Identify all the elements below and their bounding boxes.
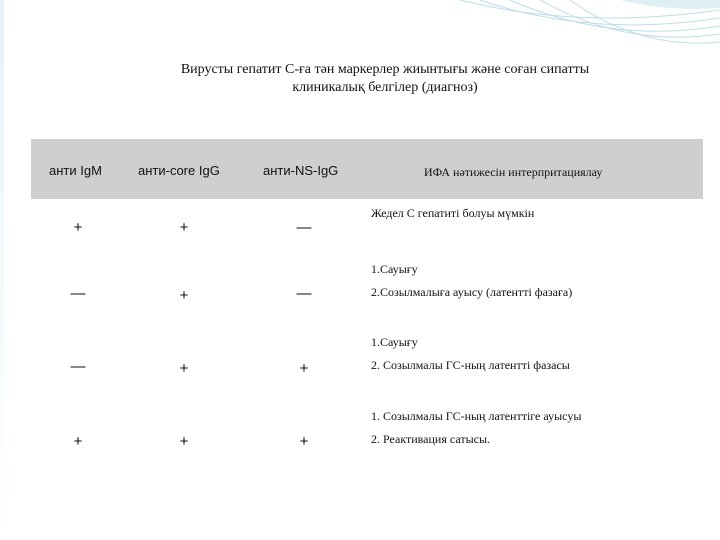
column-header-igm: анти IgM <box>49 163 102 178</box>
corner-decoration <box>420 0 720 60</box>
column-header-core-igg: анти-core IgG <box>138 163 220 178</box>
column-header-ns-igg: анти-NS-IgG <box>263 163 339 178</box>
cell-ns-igg: — <box>296 219 312 236</box>
column-header-interpretation: ИФА нәтижесін интерпритациялау <box>424 165 603 179</box>
cell-core-igg: + <box>179 433 189 450</box>
cell-interpretation-line-1: 1.Сауығу <box>371 262 418 276</box>
slide-title <box>110 61 660 97</box>
cell-interpretation-line-2: 2.Созылмалыға ауысу (латентті фазаға) <box>371 285 573 299</box>
cell-core-igg: + <box>179 360 189 377</box>
cell-interpretation-line-1: 1. Созылмалы ГС-ның латенттіге ауысуы <box>371 409 582 423</box>
title-line-1: Вирусты гепатит С-ға тән маркерлер жиынтығы және соған сипатты <box>180 62 590 77</box>
cell-core-igg: + <box>179 219 189 236</box>
cell-core-igg: + <box>179 287 189 304</box>
cell-interpretation-line-1: 1.Сауығу <box>371 335 418 349</box>
slide-left-edge <box>0 0 4 540</box>
cell-igm: + <box>73 433 83 450</box>
cell-interpretation: Жедел С гепатиті болуы мүмкін <box>371 206 535 220</box>
cell-igm: + <box>73 219 83 236</box>
cell-ns-igg: — <box>296 285 312 302</box>
cell-igm: — <box>70 358 86 375</box>
cell-igm: — <box>70 285 86 302</box>
cell-interpretation-line-2: 2. Реактивация сатысы. <box>371 432 491 446</box>
title-line-2: клиникалық белгілер (диагноз) <box>292 80 478 95</box>
cell-ns-igg: + <box>299 360 309 377</box>
cell-interpretation-line-2: 2. Созылмалы ГС-ның латентті фазасы <box>371 358 570 372</box>
cell-ns-igg: + <box>299 433 309 450</box>
